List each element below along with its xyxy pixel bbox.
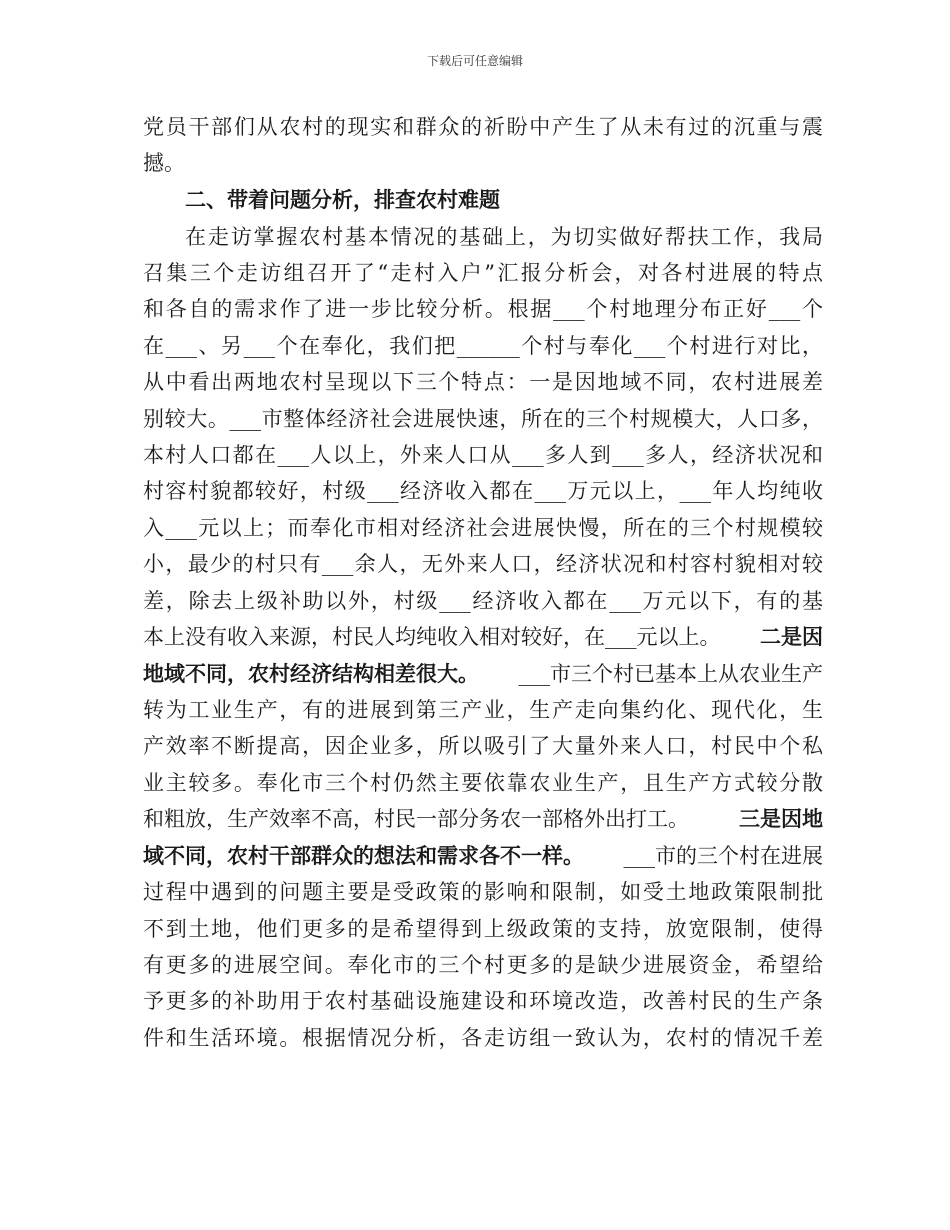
text-line: 件和生活环境。根据情况分析，各走访组一致认为，农村的情况千差 xyxy=(143,1026,823,1050)
text-segment: 本上没有收入来源，村民人均纯收入相对较好，在___元以上。 xyxy=(143,625,721,649)
bold-text-segment: 二是因 xyxy=(760,625,823,649)
text-line: 本村人口都在___人以上，外来人口从___多人到___多人，经济状况和 xyxy=(143,443,823,467)
text-line: 有更多的进展空间。奉化市的三个村更多的是缺少进展资金，希望给 xyxy=(143,953,823,977)
text-line: 转为工业生产，有的进展到第三产业，生产走向集约化、现代化，生 xyxy=(143,698,823,722)
section-heading: 二、带着问题分析，排查农村难题 xyxy=(185,188,500,212)
bold-text-segment: 三是因地 xyxy=(739,807,823,831)
text-line: 别较大。___市整体经济社会进展快速，所在的三个村规模大，人口多， xyxy=(143,407,823,431)
text-line: 入___元以上；而奉化市相对经济社会进展快慢，所在的三个村规模较 xyxy=(143,516,823,540)
text-line: 予更多的补助用于农村基础设施建设和环境改造，改善村民的生产条 xyxy=(143,989,823,1013)
text-line: 业主较多。奉化市三个村仍然主要依靠农业生产，且生产方式较分散 xyxy=(143,771,823,795)
text-line: 在___、另___个在奉化，我们把______个村与奉化___个村进行对比， xyxy=(143,334,823,358)
text-line: 差，除去上级补助以外，村级___经济收入都在___万元以下，有的基 xyxy=(143,589,823,613)
text-line: 党员干部们从农村的现实和群众的祈盼中产生了从未有过的沉重与震 xyxy=(143,115,823,139)
text-segment: ___市三个村已基本上从农业生产 xyxy=(518,662,823,686)
text-line: 产效率不断提高，因企业多，所以吸引了大量外来人口，村民中个私 xyxy=(143,734,823,758)
text-line: 在走访掌握农村基本情况的基础上，为切实做好帮扶工作，我局 xyxy=(185,225,823,249)
text-segment: 和粗放，生产效率不高，村民一部分务农一部格外出打工。 xyxy=(143,807,689,831)
text-line: 过程中遇到的问题主要是受政策的影响和限制，如受土地政策限制批 xyxy=(143,880,823,904)
text-line: 小，最少的村只有___余人，无外来人口，经济状况和村容村貌相对较 xyxy=(143,552,823,576)
bold-text-segment: 域不同，农村干部群众的想法和需求各不一样。 xyxy=(143,844,584,868)
bold-text-segment: 地域不同，农村经济结构相差很大。 xyxy=(143,662,479,686)
text-line xyxy=(143,659,823,689)
text-line: 撼。 xyxy=(143,151,185,175)
text-line: 村容村貌都较好，村级___经济收入都在___万元以上，___年人均纯收 xyxy=(143,479,823,503)
page-header: 下载后可任意编辑 xyxy=(426,54,523,68)
text-line xyxy=(143,841,823,871)
text-line xyxy=(143,622,823,652)
text-line: 不到土地，他们更多的是希望得到上级政策的支持，放宽限制，使得 xyxy=(143,917,823,941)
text-line xyxy=(143,804,823,834)
text-segment: ___市的三个村在进展 xyxy=(623,844,823,868)
text-line: 从中看出两地农村呈现以下三个特点：一是因地域不同，农村进展差 xyxy=(143,370,823,394)
text-line: 和各自的需求作了进一步比较分析。根据___个村地理分布正好___个 xyxy=(143,297,823,321)
text-line: 召集三个走访组召开了“走村入户”汇报分析会，对各村进展的特点 xyxy=(143,261,823,285)
